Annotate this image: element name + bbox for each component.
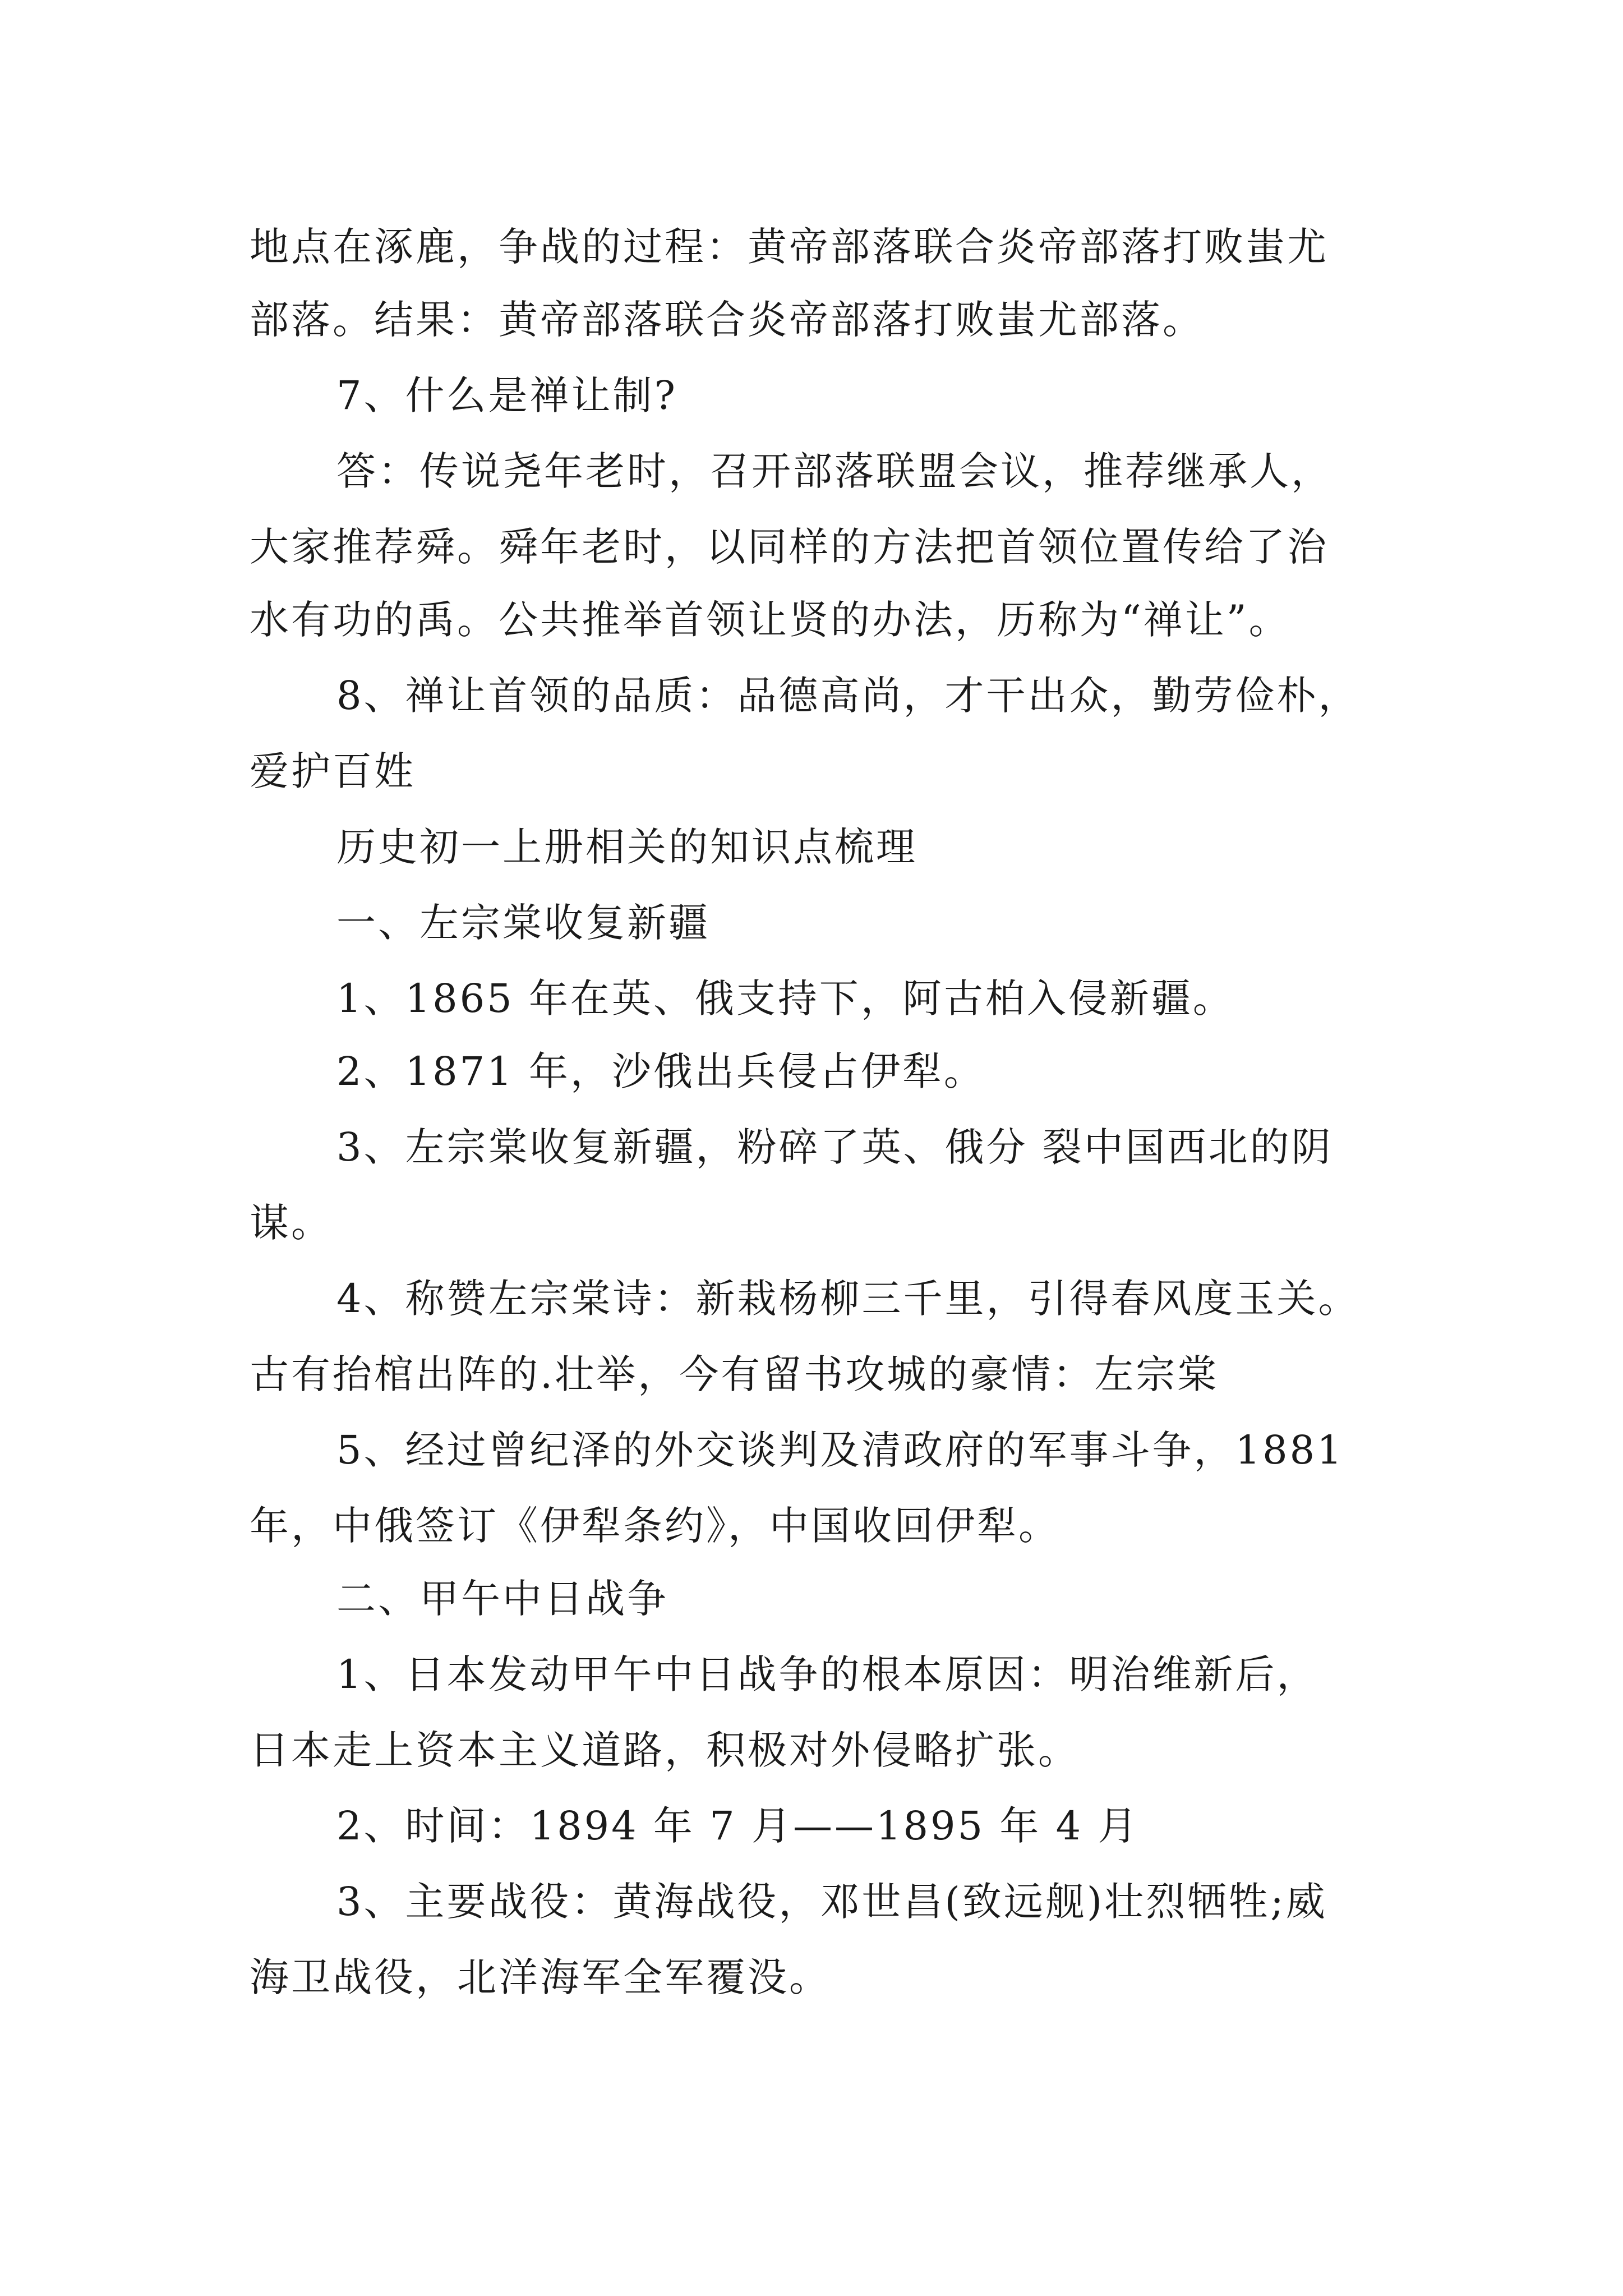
paragraph-line: 部落。结果：黄帝部落联合炎帝部落打败蚩尤部落。 bbox=[250, 297, 1204, 343]
question-heading: 7、什么是禅让制? bbox=[336, 372, 678, 418]
paragraph-line: 4、称赞左宗棠诗：新栽杨柳三千里，引得春风度玉关。 bbox=[336, 1276, 1360, 1322]
paragraph-line: 古有抬棺出阵的.壮举，今有留书攻城的豪情：左宗棠 bbox=[250, 1351, 1219, 1397]
paragraph-line: 地点在涿鹿，争战的过程：黄帝部落联合炎帝部落打败蚩尤 bbox=[250, 224, 1329, 270]
paragraph-line: 答：传说尧年老时，召开部落联盟会议，推荐继承人， bbox=[336, 448, 1332, 494]
paragraph-line: 1、日本发动甲午中日战争的根本原因：明治维新后， bbox=[336, 1651, 1318, 1697]
paragraph-line: 谋。 bbox=[250, 1200, 333, 1246]
paragraph-line: 大家推荐舜。舜年老时，以同样的方法把首领位置传给了治 bbox=[250, 524, 1329, 570]
paragraph-line: 年，中俄签订《伊犁条约》，中国收回伊犁。 bbox=[250, 1503, 1060, 1549]
paragraph-line: 2、1871 年，沙俄出兵侵占伊犁。 bbox=[336, 1048, 985, 1094]
section-title: 历史初一上册相关的知识点梳理 bbox=[336, 824, 917, 870]
paragraph-line: 日本走上资本主义道路，积极对外侵略扩张。 bbox=[250, 1727, 1080, 1773]
paragraph-line: 爱护百姓 bbox=[250, 748, 416, 794]
paragraph-line: 8、禅让首领的品质：品德高尚，才干出众，勤劳俭朴， bbox=[336, 673, 1360, 719]
paragraph-line: 3、左宗棠收复新疆，粉碎了英、俄分 裂中国西北的阴 bbox=[336, 1124, 1333, 1170]
section-heading: 一、左宗棠收复新疆 bbox=[336, 900, 710, 946]
paragraph-line: 3、主要战役：黄海战役，邓世昌(致远舰)壮烈牺牲;威 bbox=[336, 1879, 1327, 1925]
paragraph-line: 水有功的禹。公共推举首领让贤的办法，历称为“禅让”。 bbox=[250, 597, 1290, 643]
section-heading: 二、甲午中日战争 bbox=[336, 1576, 668, 1622]
paragraph-line: 1、1865 年在英、俄支持下，阿古柏入侵新疆。 bbox=[336, 976, 1234, 1022]
paragraph-line: 海卫战役，北洋海军全军覆没。 bbox=[250, 1954, 831, 2000]
paragraph-line: 5、经过曾纪泽的外交谈判及清政府的军事斗争，1881 bbox=[336, 1427, 1344, 1473]
paragraph-line: 2、时间：1894 年 7 月——1895 年 4 月 bbox=[336, 1803, 1140, 1849]
